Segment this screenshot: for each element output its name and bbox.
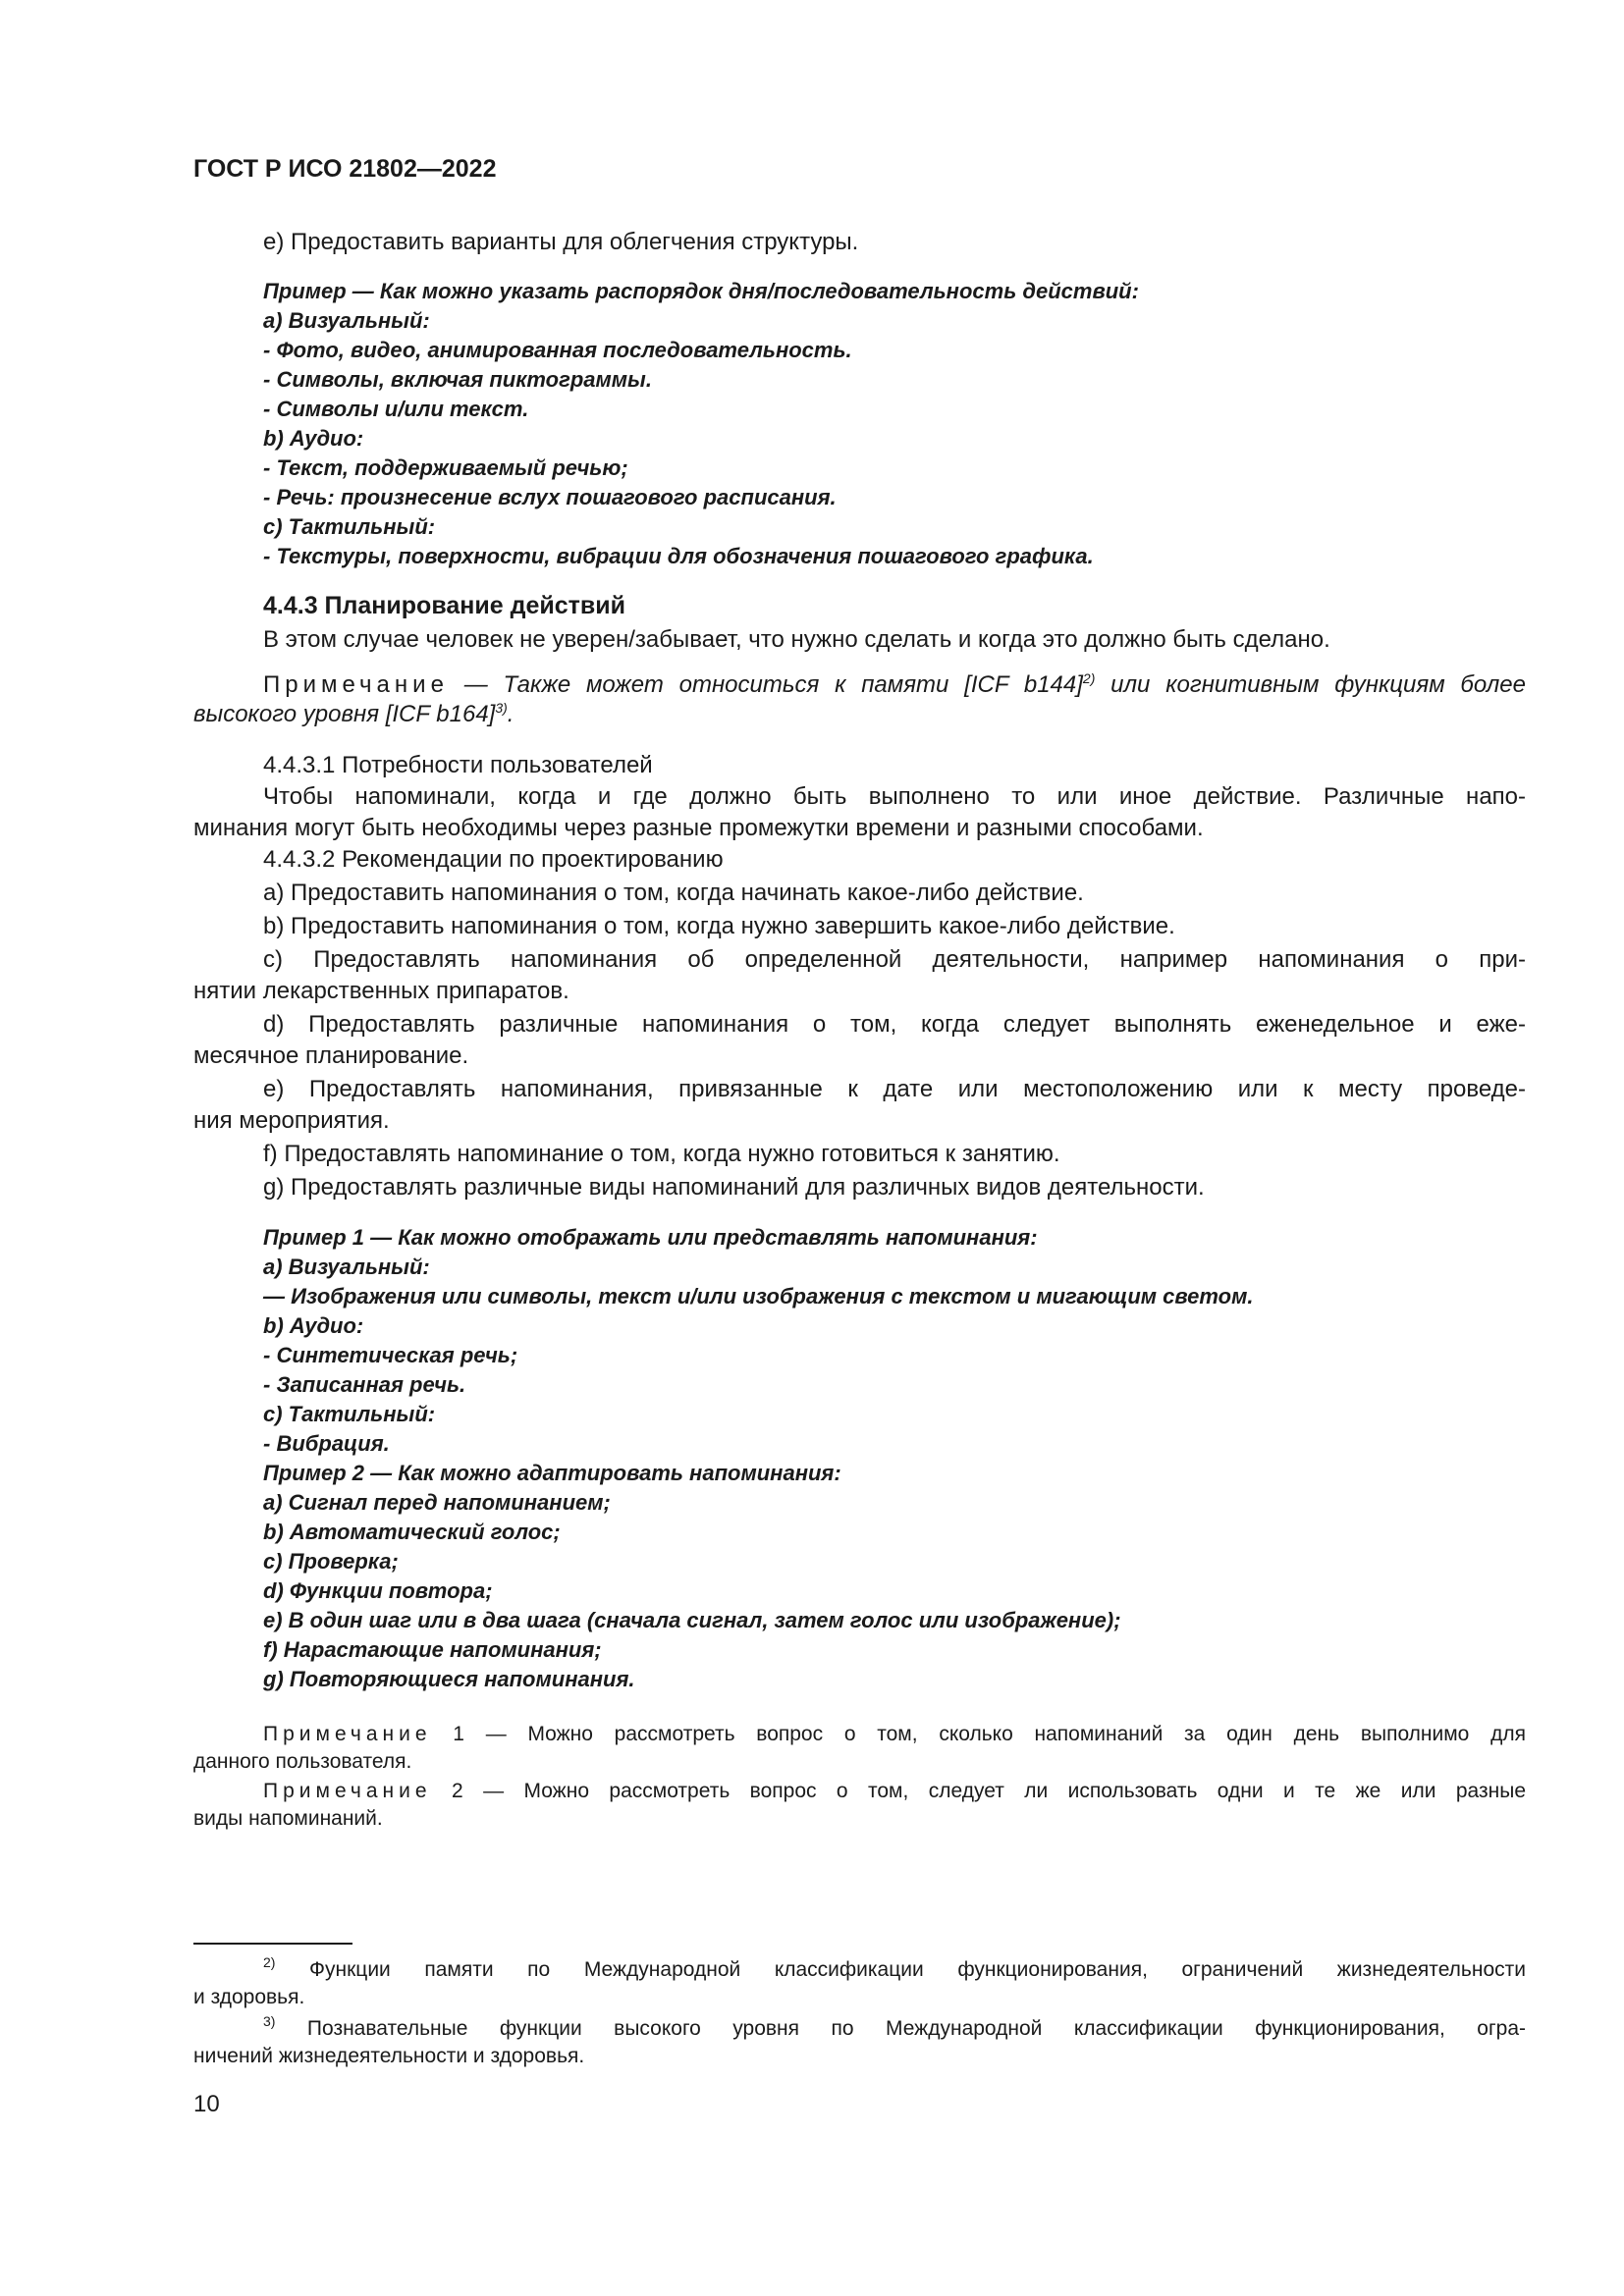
- example-line: b) Аудио:: [263, 1313, 364, 1338]
- note-number: 2: [451, 1780, 463, 1802]
- example-line: e) В один шаг или в два шага (сначала сигнал, затем голос или изображение);: [263, 1608, 1121, 1632]
- recommendation-item: a) Предоставить напоминания о том, когда начинать какое-либо действие.: [263, 880, 1084, 906]
- example-line: - Фото, видео, анимированная последовательность.: [263, 338, 852, 362]
- note-text: .: [507, 701, 514, 727]
- example-line: - Символы, включая пиктограммы.: [263, 367, 652, 392]
- note-label: Примечание: [263, 671, 449, 698]
- note-text: высокого уровня [ICF b164]: [193, 701, 496, 727]
- item-e-top: e) Предоставить варианты для облегчения структуры.: [263, 229, 859, 255]
- footnote-mark: 3): [263, 2013, 276, 2029]
- footnote-divider: [193, 1943, 352, 1945]
- note-text: или когнитивным функциям более: [1095, 671, 1526, 698]
- recommendation-item-cont: ния мероприятия.: [193, 1107, 390, 1134]
- footnote-2-cont: и здоровья.: [193, 1986, 305, 2008]
- document-header: ГОСТ Р ИСО 21802—2022: [193, 155, 497, 183]
- footnote-2: [263, 1956, 1526, 1984]
- example-line: b) Аудио:: [263, 426, 364, 451]
- recommendation-item-cont: месячное планирование.: [193, 1042, 469, 1069]
- example-line: - Синтетическая речь;: [263, 1343, 518, 1367]
- note-sup: 2): [1082, 670, 1096, 686]
- recommendation-item: g) Предоставлять различные виды напоминаний для различных видов деятельности.: [263, 1174, 1205, 1201]
- example-line: a) Сигнал перед напоминанием;: [263, 1490, 611, 1515]
- example-line: - Записанная речь.: [263, 1372, 466, 1397]
- footnote-mark: 2): [263, 1954, 276, 1970]
- footnote-3: [263, 2015, 1526, 2043]
- recommendation-item: d) Предоставлять различные напоминания о том, когда следует выполнять еженедельное и еже-: [263, 1011, 1526, 1038]
- example-line: c) Тактильный:: [263, 1402, 436, 1426]
- recommendation-item-cont: нятии лекарственных припаратов.: [193, 978, 569, 1004]
- note-1-cont: данного пользователя.: [193, 1750, 412, 1773]
- footnote-3-cont: ничений жизнедеятельности и здоровья.: [193, 2045, 585, 2067]
- footnote-text: Познавательные функции высокого уровня по Международной классификации функционирования, огра-: [306, 2017, 1526, 2040]
- note-2: [263, 1778, 1526, 1805]
- body-text: минания могут быть необходимы через разные промежутки времени и разными способами.: [193, 815, 1204, 841]
- subsection-heading: 4.4.3.1 Потребности пользователей: [263, 752, 653, 778]
- example-line: — Изображения или символы, текст и/или изображения с текстом и мигающим светом.: [263, 1284, 1254, 1308]
- example-line: b) Автоматический голос;: [263, 1520, 561, 1544]
- example-line: a) Визуальный:: [263, 308, 430, 333]
- example-line: - Текстуры, поверхности, вибрации для обозначения пошагового графика.: [263, 544, 1094, 568]
- example-line: c) Тактильный:: [263, 514, 436, 539]
- example-title: Пример — Как можно указать распорядок дня/последовательность действий:: [263, 279, 1139, 303]
- note-number: 1: [453, 1723, 464, 1745]
- section-heading: 4.4.3 Планирование действий: [263, 592, 625, 619]
- example-1-title: Пример 1 — Как можно отображать или представлять напоминания:: [263, 1225, 1038, 1250]
- note-line-1: [263, 670, 1526, 700]
- example-line: g) Повторяющиеся напоминания.: [263, 1667, 635, 1691]
- note-2-cont: виды напоминаний.: [193, 1807, 383, 1830]
- note-text: — Можно рассмотреть вопрос о том, следует ли использовать одни и те же или разные: [483, 1780, 1527, 1802]
- recommendation-item: f) Предоставлять напоминание о том, когда нужно готовиться к занятию.: [263, 1141, 1060, 1167]
- note-sup: 3): [495, 700, 508, 716]
- example-line: f) Нарастающие напоминания;: [263, 1637, 602, 1662]
- subsection-heading: 4.4.3.2 Рекомендации по проектированию: [263, 846, 724, 873]
- example-line: d) Функции повтора;: [263, 1578, 493, 1603]
- example-2-title: Пример 2 — Как можно адаптировать напоминания:: [263, 1461, 841, 1485]
- note-label: Примечание: [263, 1723, 432, 1745]
- recommendation-item: e) Предоставлять напоминания, привязанные к дате или местоположению или к месту проведе-: [263, 1076, 1526, 1102]
- example-line: - Речь: произнесение вслух пошагового расписания.: [263, 485, 837, 509]
- example-line: - Вибрация.: [263, 1431, 390, 1456]
- page-number: 10: [193, 2091, 220, 2117]
- note-label: Примечание: [263, 1780, 432, 1802]
- body-text: Чтобы напоминали, когда и где должно быть выполнено то или иное действие. Различные напо-: [263, 783, 1526, 810]
- recommendation-item: c) Предоставлять напоминания об определенной деятельности, например напоминания о при-: [263, 946, 1526, 973]
- footnote-text: Функции памяти по Международной классификации функционирования, ограничений жизнедеятельности: [309, 1958, 1526, 1981]
- recommendation-item: b) Предоставить напоминания о том, когда нужно завершить какое-либо действие.: [263, 913, 1175, 939]
- example-line: - Текст, поддерживаемый речью;: [263, 455, 628, 480]
- note-text: — Также может относиться к памяти [ICF b144]: [463, 671, 1083, 698]
- example-line: - Символы и/или текст.: [263, 397, 529, 421]
- section-text: В этом случае человек не уверен/забывает, что нужно сделать и когда это должно быть сделано.: [263, 626, 1330, 653]
- example-line: a) Визуальный:: [263, 1255, 430, 1279]
- note-1: [263, 1721, 1526, 1748]
- note-text: — Можно рассмотреть вопрос о том, сколько напоминаний за один день выполнимо для: [485, 1723, 1526, 1745]
- note-line-2: [193, 700, 514, 729]
- example-line: c) Проверка;: [263, 1549, 399, 1574]
